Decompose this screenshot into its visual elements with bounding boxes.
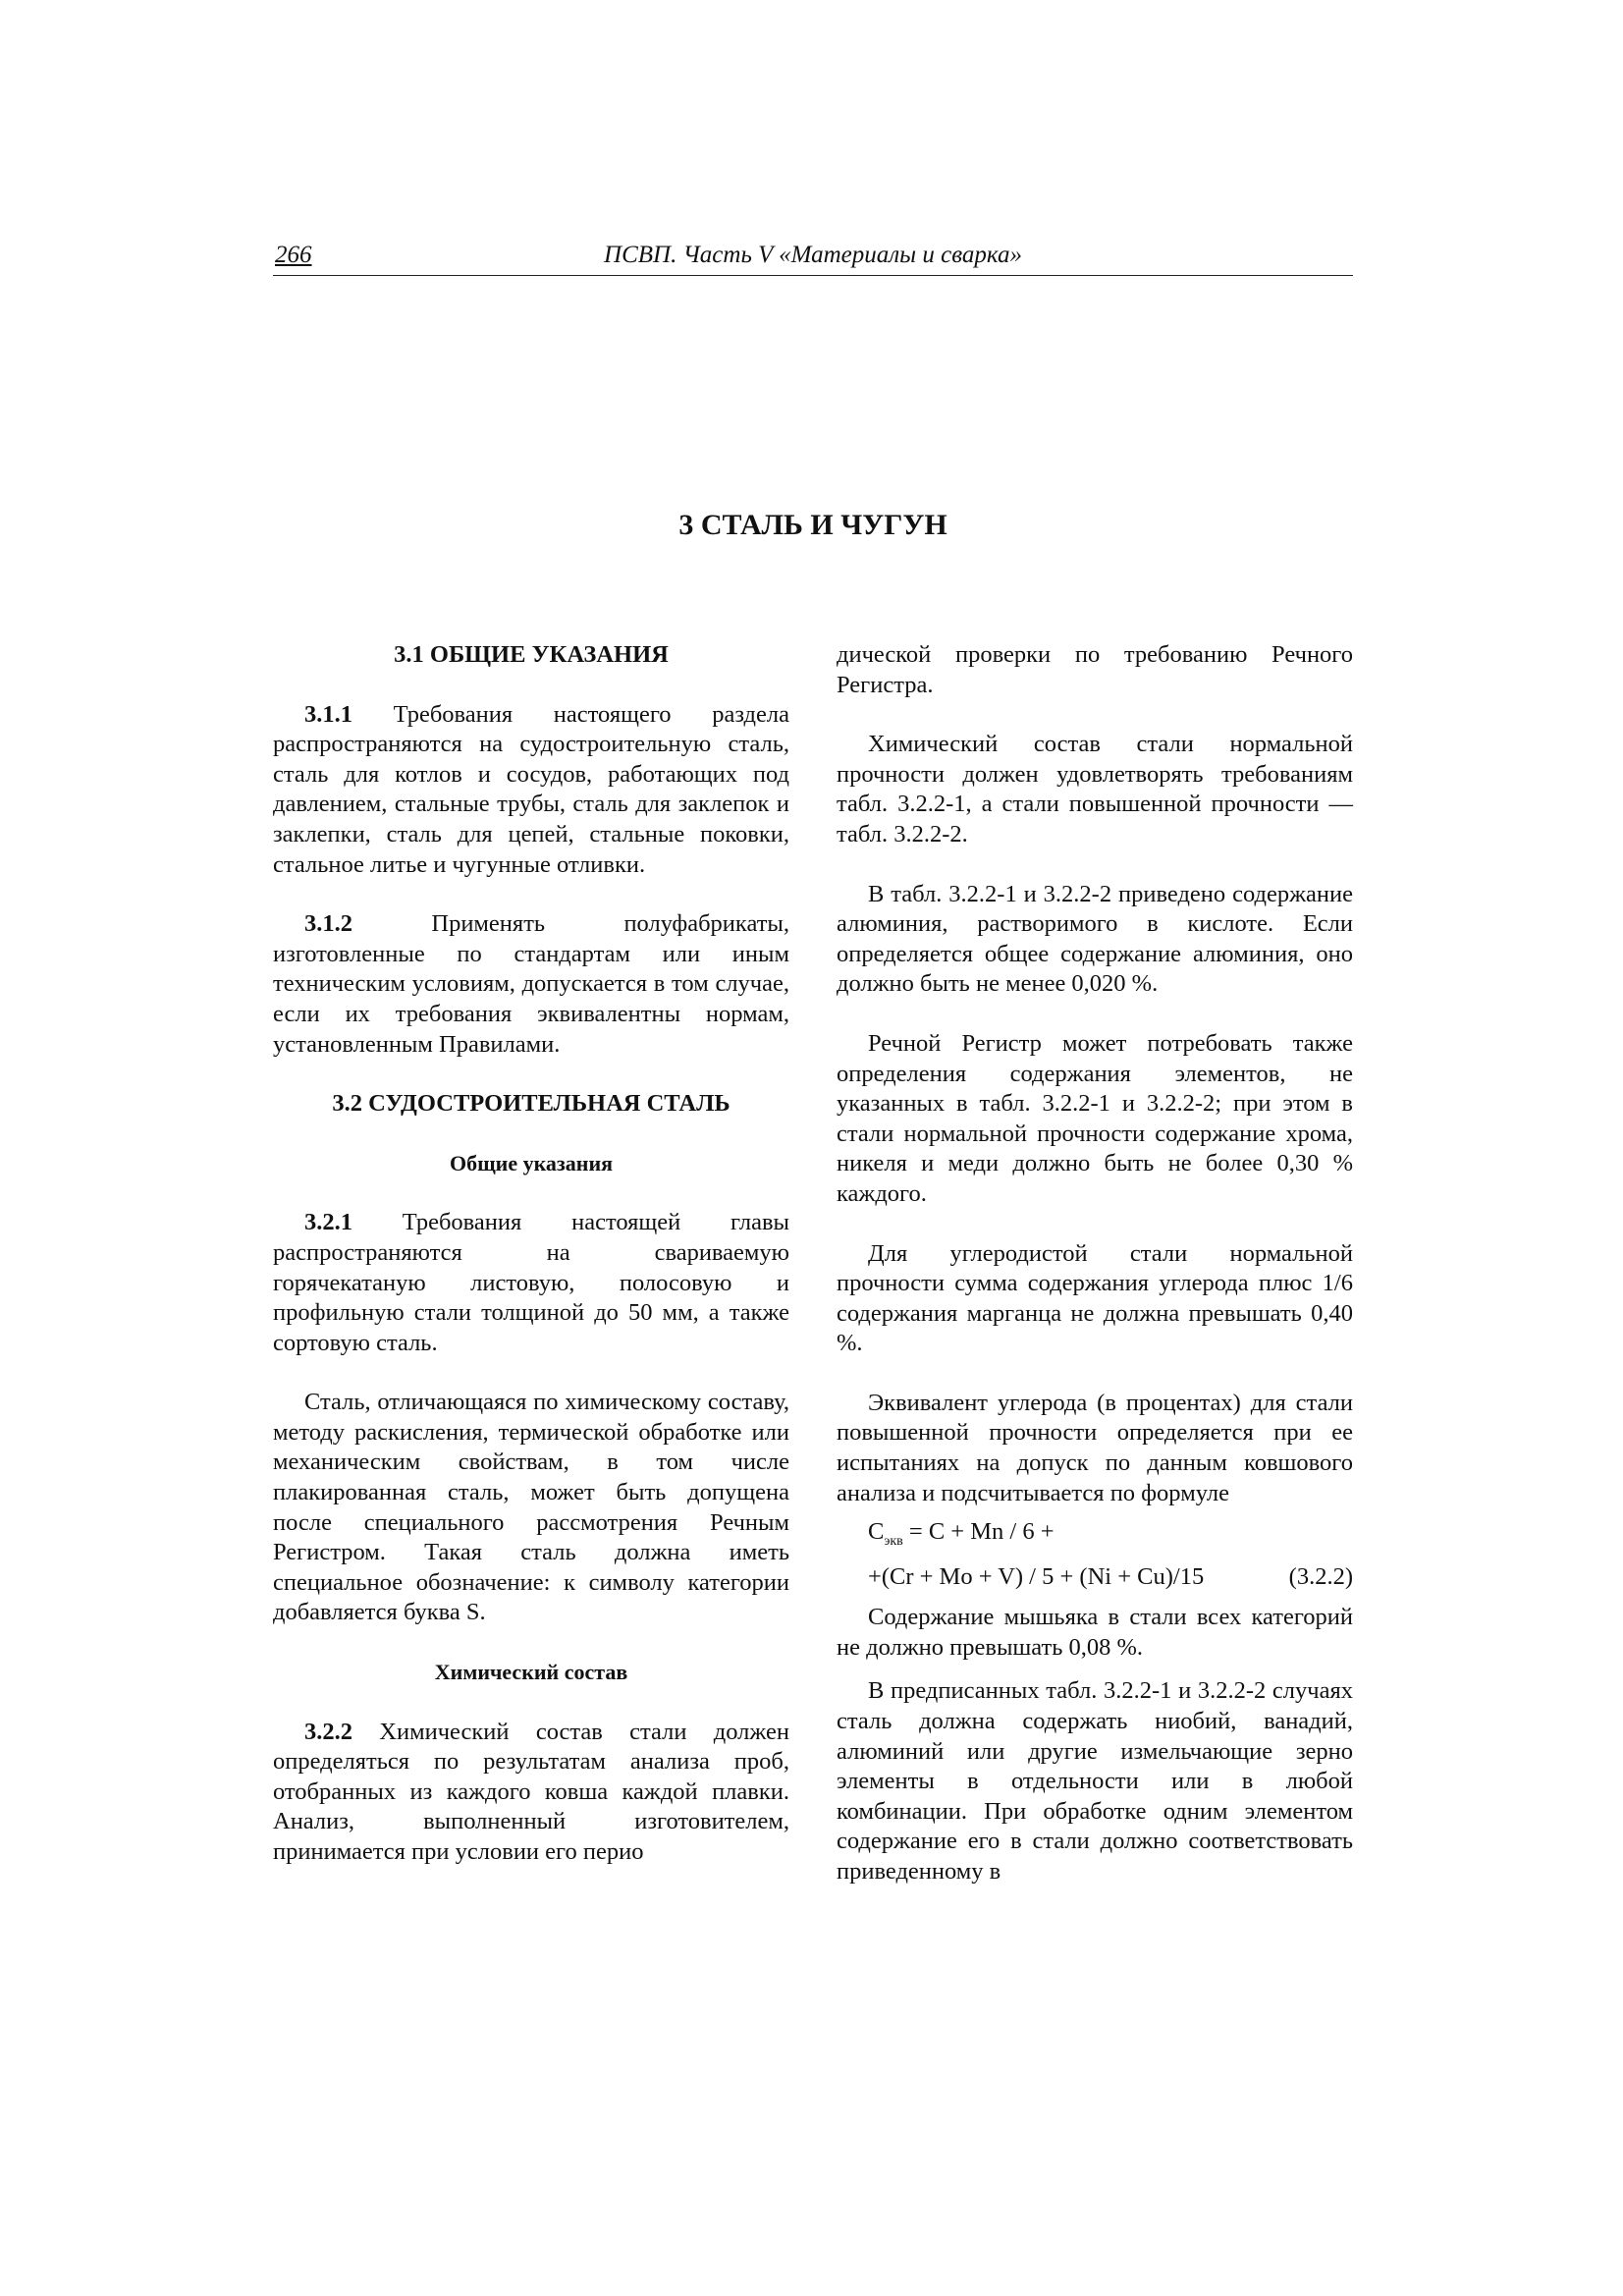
formula-subscript: экв xyxy=(884,1534,903,1550)
right-column xyxy=(837,640,1353,1886)
formula-rhs-1: = C + Mn / 6 + xyxy=(902,1518,1055,1546)
clause-number: 3.2.2 xyxy=(304,1718,352,1745)
formula-number: (3.2.2) xyxy=(1288,1563,1353,1591)
carbon-equivalent-formula xyxy=(837,1514,1353,1595)
formula-symbol: C xyxy=(868,1518,885,1546)
paragraph-text: Требования настоящей главы распространяются на свариваемую горячекатаную листовую, полосовую и профильную стали толщиной до 50 мм, а также сортовую сталь. xyxy=(273,1209,789,1356)
left-column xyxy=(273,640,789,1868)
chapter-title: 3 СТАЛЬ И ЧУГУН xyxy=(678,509,947,541)
page-header xyxy=(273,242,1353,276)
paragraph-text: Применять полуфабрикаты, изготовленные по стандартам или иным техническим условиям, допускается в том случае, если их требования эквивалентны нормам, установленным Правилами. xyxy=(273,910,789,1058)
paragraph-text: Требования настоящего раздела распространяются на судостроительную сталь, сталь для котлов и сосудов, работающих под давлением, стальные трубы, сталь для заклепок и заклепки, сталь для цепей, стальные поковки, стальное литье и чугунные отливки. xyxy=(273,700,789,878)
paragraph-3-1-2 xyxy=(273,909,789,1060)
subheading-general: Общие указания xyxy=(449,1150,614,1175)
paragraph-arsenic: Содержание мышьяка в стали всех категорий не должно превышать 0,08 %. xyxy=(837,1604,1353,1661)
paragraph-equivalent: Эквивалент углерода (в процентах) для стали повышенной прочности определяется при ее испытаниях на допуск по данным ковшового анализа и подсчитывается по формуле xyxy=(837,1389,1353,1506)
paragraph-carbon: Для углеродистой стали нормальной прочности сумма содержания углерода плюс 1/6 содержания марганца не должна превышать 0,40 %. xyxy=(837,1239,1353,1357)
paragraph-special-steel: Сталь, отличающаяся по химическому составу, методу раскисления, термической обработке или механическим свойствам, в том числе плакированная сталь, может быть допущена после специального рассмотрения Речным Регистром. Такая сталь должна иметь специальное обозначение: к символу категории добавляется буква S. xyxy=(273,1389,789,1626)
clause-number: 3.1.1 xyxy=(304,700,352,728)
formula-line-2 xyxy=(837,1559,1353,1595)
formula-line-1 xyxy=(837,1514,1353,1559)
paragraph-3-2-2 xyxy=(273,1718,789,1868)
page-number: 266 xyxy=(275,242,312,268)
paragraph-aluminium: В табл. 3.2.2-1 и 3.2.2-2 приведено содержание алюминия, растворимого в кислоте. Если определяется общее содержание алюминия, оно должно быть не менее 0,020 %. xyxy=(837,880,1353,998)
running-title: ПСВП. Часть V «Материалы и сварка» xyxy=(604,242,1022,268)
clause-number: 3.2.1 xyxy=(304,1209,352,1236)
paragraph-continuation: дической проверки по требованию Речного Регистра. xyxy=(837,641,1353,698)
section-3-2-title: 3.2 СУДОСТРОИТЕЛЬНАЯ СТАЛЬ xyxy=(332,1090,730,1118)
subheading-chemical: Химический состав xyxy=(434,1660,628,1685)
paragraph-chem-normal: Химический состав стали нормальной прочности должен удовлетворять требованиям табл. 3.2.2-1, а стали повышенной прочности — табл. 3.2.2-2. xyxy=(837,731,1353,847)
section-3-1-title: 3.1 ОБЩИЕ УКАЗАНИЯ xyxy=(394,641,669,668)
paragraph-niobium: В предписанных табл. 3.2.2-1 и 3.2.2-2 случаях сталь должна содержать ниобий, ванадий, алюминий или другие измельчающие зерно элементы в отдельности или в любой комбинации. При обработке одним элементом содержание его в стали должно соответствовать приведенному в xyxy=(837,1677,1353,1885)
formula-rhs-2: +(Cr + Mo + V) / 5 + (Ni + Cu)/15 xyxy=(868,1563,1205,1591)
paragraph-3-1-1 xyxy=(273,700,789,881)
paragraph-3-2-1 xyxy=(273,1208,789,1358)
paragraph-register: Речной Регистр может потребовать также определения содержания элементов, не указанных в табл. 3.2.2-1 и 3.2.2-2; при этом в стали нормальной прочности содержание хрома, никеля и меди должно быть не более 0,30 % каждого. xyxy=(837,1029,1353,1207)
clause-number: 3.1.2 xyxy=(304,910,352,938)
paragraph-text: Химический состав стали должен определяться по результатам анализа проб, отобранных из каждого ковша каждой плавки. Анализ, выполненный изготовителем, принимается при условии его перио xyxy=(273,1718,789,1865)
